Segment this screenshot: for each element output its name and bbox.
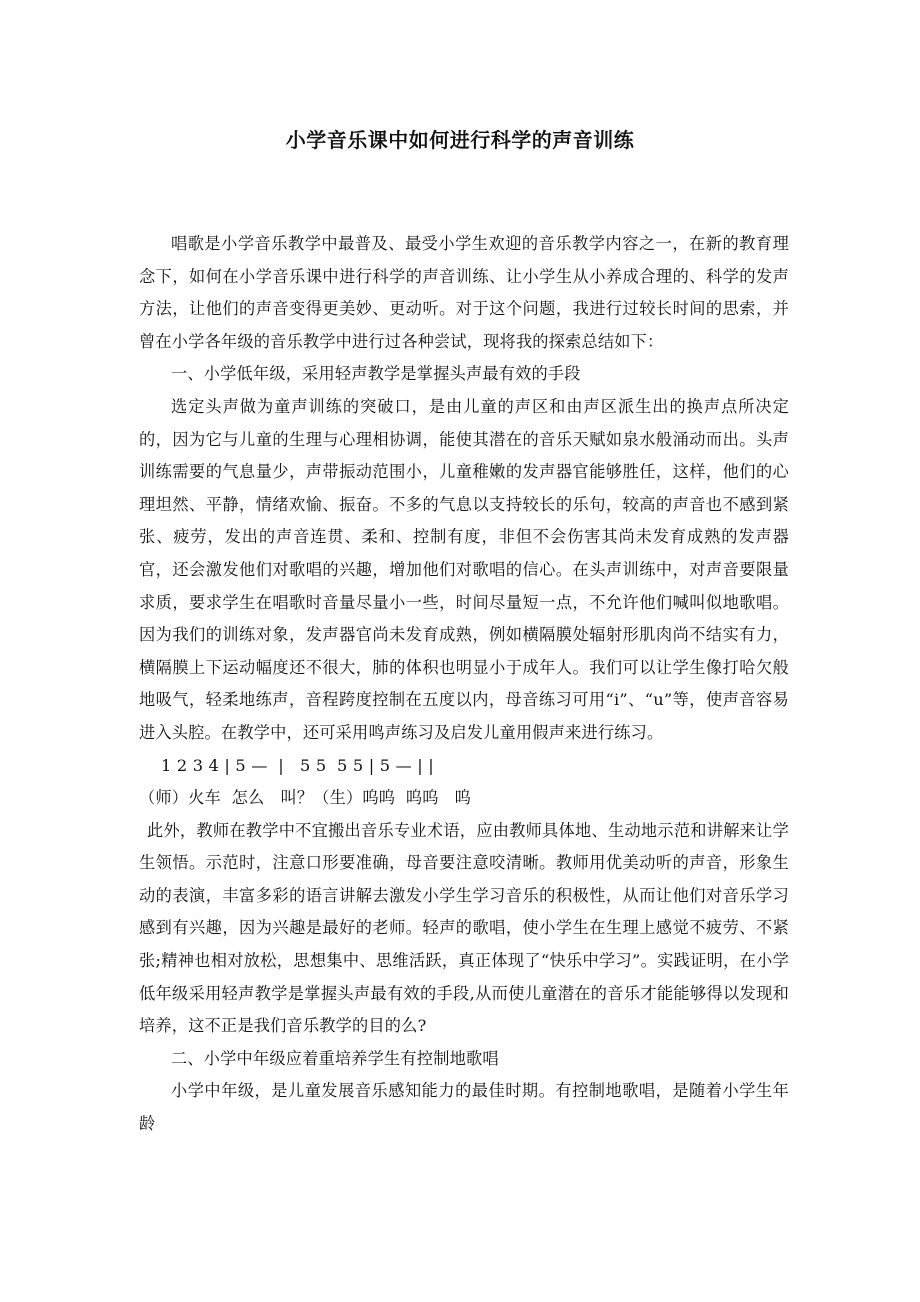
music-notation-line: 1 2 3 4 | 5 — | 5 5 5 5 | 5 — | | [161, 755, 434, 775]
document-body [139, 228, 789, 1141]
section-2-paragraph-1: 小学中年级，是儿童发展音乐感知能力的最佳时期。有控制地歌唱，是随着小学生年龄 [139, 1081, 789, 1134]
lyrics-line: （师）火车 怎么 叫？（生）呜呜 呜呜 呜 [139, 788, 472, 808]
section-1-heading: 一、小学低年级，采用轻声教学是掌握头声最有效的手段 [171, 364, 581, 384]
document-title: 小学音乐课中如何进行科学的声音训练 [285, 128, 635, 152]
section-1-paragraph-2: 此外，教师在教学中不宜搬出音乐专业术语，应由教师具体地、生动地示范和讲解来让学生领悟。示范时，注意口形要准确，母音要注意咬清晰。教师用优美动听的声音，形象生动的表演，丰富多彩的语言讲解去激发小学生学习音乐的积极性，从而让他们对音乐学习感到有兴趣，因为兴趣是最好的老师。轻声的歌唱，使小学生在生理上感觉不疲劳、不紧张;精神也相对放松，思想集中、思维活跃，真正体现了“快乐中学习”。实践证明，在小学低年级采用轻声教学是掌握头声最有效的手段,从而使儿童潜在的音乐才能能够得以发现和培养，这不正是我们音乐教学的目的么? [139, 820, 789, 1036]
section-2-heading: 二、小学中年级应着重培养学生有控制地歌唱 [171, 1048, 499, 1068]
section-1-paragraph-1: 选定头声做为童声训练的突破口，是由儿童的声区和由声区派生出的换声点所决定的，因为它与儿童的生理与心理相协调，能使其潜在的音乐天赋如泉水般涌动而出。头声训练需要的气息量少，声带振动范围小，儿童稚嫩的发声器官能够胜任，这样，他们的心理坦然、平静，情绪欢愉、振奋。不多的气息以支持较长的乐句，较高的声音也不感到紧张、疲劳，发出的声音连贯、柔和、控制有度，非但不会伤害其尚未发育成熟的发声器官，还会激发他们对歌唱的兴趣，增加他们对歌唱的信心。在头声训练中，对声音要限量求质，要求学生在唱歌时音量尽量小一些，时间尽量短一点，不允许他们喊叫似地歌唱。因为我们的训练对象，发声器官尚未发育成熟，例如横隔膜处辐射形肌肉尚不结实有力，横隔膜上下运动幅度还不很大，肺的体积也明显小于成年人。我们可以让学生像打哈欠般地吸气，轻柔地练声，音程跨度控制在五度以内，母音练习可用“i”、“u”等，使声音容易进入头腔。在教学中，还可采用鸣声练习及启发儿童用假声来进行练习。 [139, 396, 789, 742]
intro-paragraph: 唱歌是小学音乐教学中最普及、最受小学生欢迎的音乐教学内容之一，在新的教育理念下，如何在小学音乐课中进行科学的声音训练、让小学生从小养成合理的、科学的发声方法，让他们的声音变得更美妙、更动听。对于这个问题，我进行过较长时间的思索，并曾在小学各年级的音乐教学中进行过各种尝试，现将我的探索总结如下： [139, 234, 789, 351]
